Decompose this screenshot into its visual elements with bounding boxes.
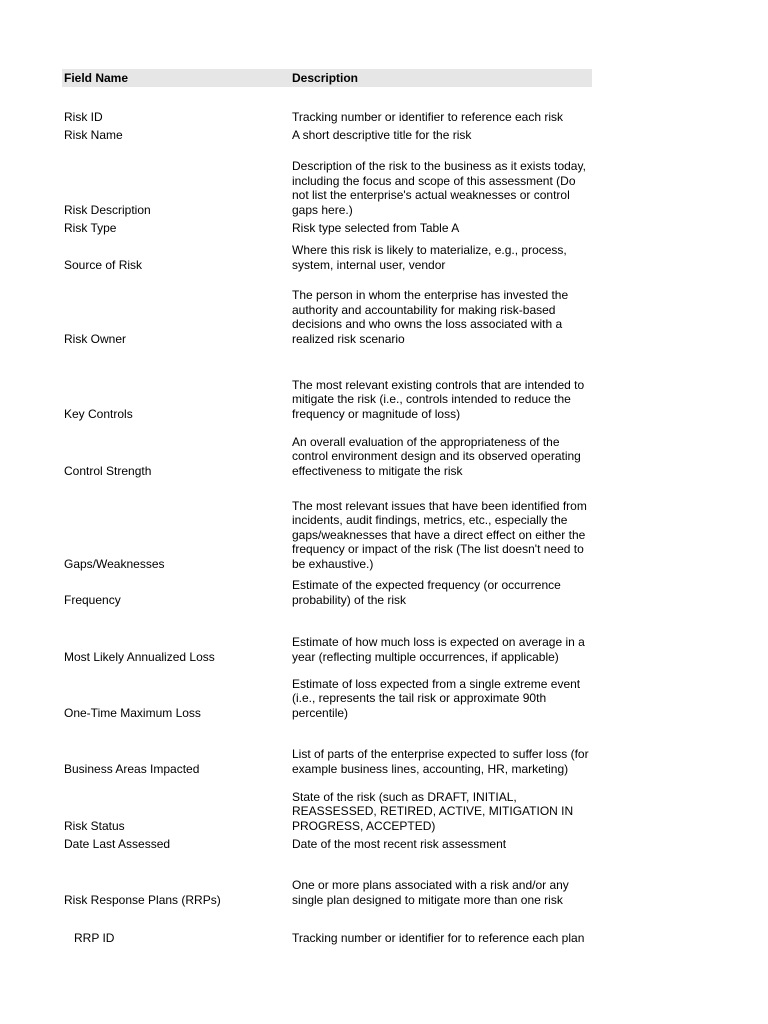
table-header (62, 69, 592, 87)
header-field-name: Field Name (64, 71, 129, 85)
table-row[interactable] (62, 106, 592, 124)
description-cell: Estimate of how much loss is expected on average in a year (reflecting multiple occurrences, if applicable) (292, 635, 585, 664)
field-name-cell: Frequency (64, 592, 121, 607)
description-cell: Tracking number or identifier to reference each risk (292, 109, 564, 124)
table-row[interactable] (62, 720, 592, 776)
field-name-cell: Business Areas Impacted (64, 761, 200, 776)
field-name-cell: Source of Risk (64, 257, 143, 272)
table-row[interactable] (62, 851, 592, 907)
description-cell: An overall evaluation of the appropriateness of the control environment design and its observed operating effectiveness to mitigate the risk (292, 434, 581, 478)
field-name-cell: Risk Owner (64, 331, 127, 346)
field-name-cell: Risk Status (64, 818, 125, 833)
field-name-cell: Key Controls (64, 406, 133, 421)
field-name-cell: Most Likely Annualized Loss (64, 649, 215, 664)
field-name-cell: One-Time Maximum Loss (64, 705, 201, 720)
table-row[interactable] (62, 607, 592, 664)
description-cell: The most relevant existing controls that are intended to mitigate the risk (i.e., controls intended to reduce the frequency or magnitude of loss) (292, 377, 585, 421)
table-row[interactable] (62, 346, 592, 421)
description-cell: A short descriptive title for the risk (292, 127, 472, 142)
field-name-cell: Risk Response Plans (RRPs) (64, 892, 221, 907)
description-cell: List of parts of the enterprise expected to suffer loss (for example business lines, accounting, HR, marketing) (292, 747, 589, 776)
field-name-cell: Risk Type (64, 220, 117, 235)
description-cell: The most relevant issues that have been identified from incidents, audit findings, metrics, etc., especially the gaps/weaknesses that have a direct effect on either the frequency or impact of the risk (The list doesn't need to be exhaustive.) (292, 498, 587, 571)
description-cell: One or more plans associated with a risk and/or any single plan designed to mitigate more than one risk (292, 878, 569, 907)
description-cell: Description of the risk to the business as it exists today, including the focus and scope of this assessment (Do not list the enterprise's actual weaknesses or control gaps here.) (292, 159, 586, 217)
field-name-cell: Risk Name (64, 127, 123, 142)
table-row[interactable] (62, 272, 592, 346)
table-row[interactable] (62, 124, 592, 142)
field-name-cell: Gaps/Weaknesses (64, 556, 165, 571)
table-row[interactable] (62, 664, 592, 720)
description-cell: Estimate of loss expected from a single extreme event (i.e., represents the tail risk or approximate 90th percentile) (292, 676, 581, 720)
description-cell: Date of the most recent risk assessment (292, 836, 507, 851)
field-name-cell: Risk ID (64, 109, 103, 124)
field-name-cell: Date Last Assessed (64, 836, 171, 851)
description-cell: State of the risk (such as DRAFT, INITIAL, REASSESSED, RETIRED, ACTIVE, MITIGATION IN PROGRESS, ACCEPTED) (292, 789, 574, 833)
field-name-cell: RRP ID (74, 930, 115, 945)
table-row[interactable] (62, 907, 592, 945)
description-cell: The person in whom the enterprise has invested the authority and accountability for making risk-based decisions and who owns the loss associated with a realized risk scenario (292, 288, 569, 346)
description-cell: Tracking number or identifier for to reference each plan (292, 930, 585, 945)
table-row[interactable] (62, 421, 592, 478)
table-row[interactable] (62, 833, 592, 851)
table-row[interactable] (62, 571, 592, 607)
field-name-cell: Control Strength (64, 463, 152, 478)
table-row[interactable] (62, 235, 592, 272)
table-row[interactable] (62, 478, 592, 571)
header-description: Description (292, 71, 359, 85)
description-cell: Risk type selected from Table A (292, 220, 460, 235)
description-cell: Estimate of the expected frequency (or occurrence probability) of the risk (292, 578, 561, 607)
description-cell: Where this risk is likely to materialize, e.g., process, system, internal user, vendor (292, 243, 567, 272)
table-row[interactable] (62, 142, 592, 217)
table-row[interactable] (62, 217, 592, 235)
field-name-cell: Risk Description (64, 202, 151, 217)
table-row[interactable] (62, 776, 592, 833)
